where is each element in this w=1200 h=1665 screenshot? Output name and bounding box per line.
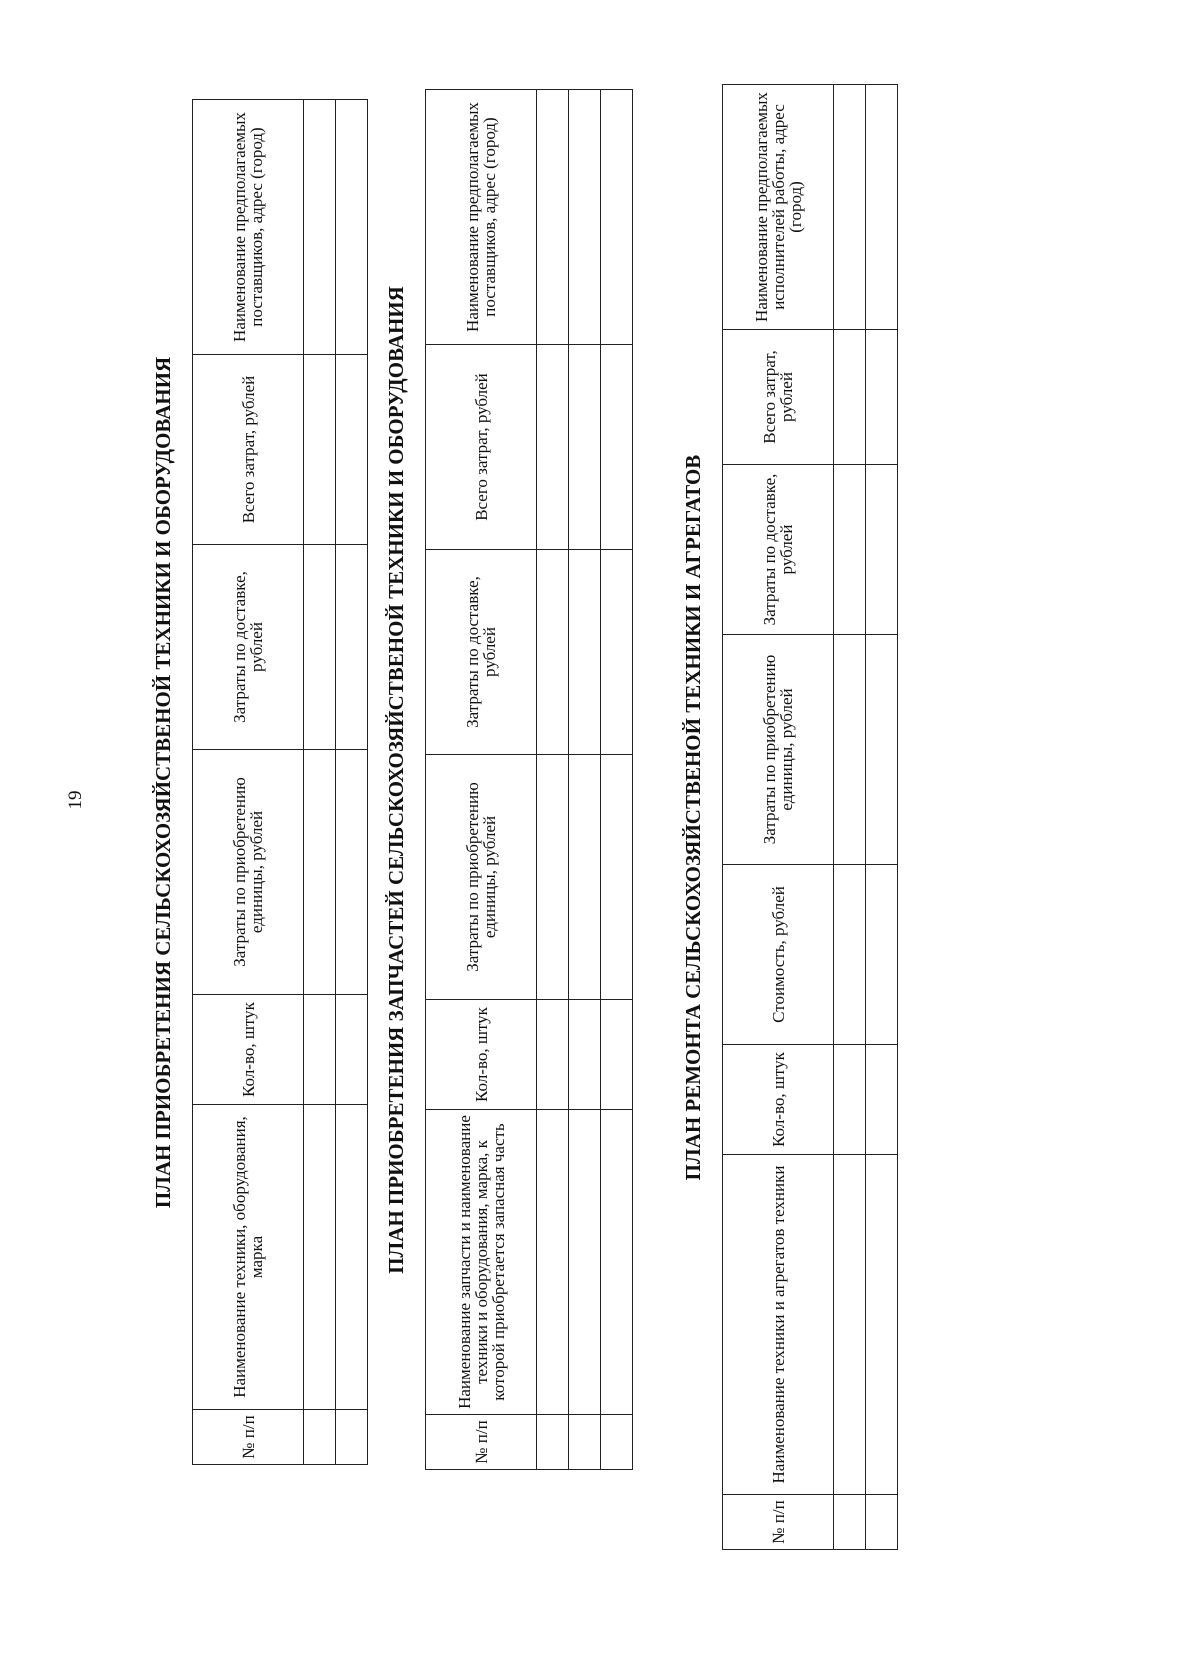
column-header: Затраты по приобретению единицы, рублей: [426, 755, 537, 1000]
column-header: Наименование техники, оборудования, марка: [193, 1105, 304, 1410]
column-header: Наименование предполагаемых поставщиков, адрес (город): [426, 90, 537, 345]
column-header: Всего затрат, рублей: [193, 355, 304, 545]
table-cell[interactable]: [537, 550, 569, 755]
column-header: Затраты по приобретению единицы, рублей: [193, 750, 304, 995]
table-cell[interactable]: [569, 1000, 601, 1110]
table-cell[interactable]: [834, 1155, 866, 1495]
table-cell[interactable]: [834, 330, 866, 465]
table-cell[interactable]: [537, 345, 569, 550]
table-cell[interactable]: [834, 1495, 866, 1550]
table-cell[interactable]: [537, 1110, 569, 1415]
table-cell[interactable]: [336, 995, 368, 1105]
table-cell[interactable]: [834, 865, 866, 1045]
table-cell[interactable]: [834, 465, 866, 635]
table-header-row: [193, 100, 304, 1465]
table-cell[interactable]: [304, 355, 336, 545]
table-cell[interactable]: [569, 1110, 601, 1415]
table-row: [336, 100, 368, 1465]
column-header: Наименование предполагаемых поставщиков, адрес (город): [193, 100, 304, 355]
table-row: [866, 85, 898, 1550]
table-cell[interactable]: [336, 355, 368, 545]
column-header: Затраты по приобретению единицы, рублей: [723, 635, 834, 865]
table-cell[interactable]: [336, 100, 368, 355]
table-row: [537, 90, 569, 1470]
equipment-purchase-table: [192, 99, 368, 1465]
table-cell[interactable]: [304, 1105, 336, 1410]
table-header-row: [426, 90, 537, 1470]
column-header: Кол-во, штук: [723, 1045, 834, 1155]
table-cell[interactable]: [336, 545, 368, 750]
column-header: Наименование запчасти и наименование техники и оборудования, марка, к которой приобретается запасная часть: [426, 1110, 537, 1415]
column-header: Затраты по доставке, рублей: [426, 550, 537, 755]
table-header-row: [723, 85, 834, 1550]
column-header: № п/п: [723, 1495, 834, 1550]
table-row: [601, 90, 633, 1470]
table-row: [834, 85, 866, 1550]
section-spare-parts-purchase: [383, 90, 633, 1470]
table-cell[interactable]: [569, 1415, 601, 1470]
table-cell[interactable]: [336, 750, 368, 995]
table-cell[interactable]: [537, 90, 569, 345]
table-cell[interactable]: [569, 345, 601, 550]
table-cell[interactable]: [569, 90, 601, 345]
column-header: № п/п: [193, 1410, 304, 1465]
table-cell[interactable]: [866, 1495, 898, 1550]
table-row: [304, 100, 336, 1465]
table-cell[interactable]: [866, 465, 898, 635]
column-header: Наименование предполагаемых исполнителей работы, адрес (город): [723, 85, 834, 330]
section-title: ПЛАН РЕМОНТА СЕЛЬСКОХОЗЯЙСТВЕНОЙ ТЕХНИКИ И АГРЕГАТОВ: [681, 454, 705, 1181]
column-header: Затраты по доставке, рублей: [193, 545, 304, 750]
column-header: Всего затрат, рублей: [426, 345, 537, 550]
table-cell[interactable]: [537, 755, 569, 1000]
table-cell[interactable]: [569, 550, 601, 755]
section-equipment-purchase: [150, 100, 368, 1465]
table-cell[interactable]: [304, 100, 336, 355]
column-header: Наименование техники и агрегатов техники: [723, 1155, 834, 1495]
table-cell[interactable]: [304, 545, 336, 750]
table-cell[interactable]: [304, 750, 336, 995]
table-cell[interactable]: [601, 345, 633, 550]
table-cell[interactable]: [866, 865, 898, 1045]
table-cell[interactable]: [601, 90, 633, 345]
table-cell[interactable]: [601, 1000, 633, 1110]
page-number: 19: [65, 790, 86, 810]
table-cell[interactable]: [569, 755, 601, 1000]
table-cell[interactable]: [336, 1105, 368, 1410]
table-cell[interactable]: [537, 1415, 569, 1470]
column-header: Затраты по доставке, рублей: [723, 465, 834, 635]
table-cell[interactable]: [866, 635, 898, 865]
table-cell[interactable]: [834, 1045, 866, 1155]
table-cell[interactable]: [601, 1110, 633, 1415]
table-cell[interactable]: [866, 1045, 898, 1155]
table-cell[interactable]: [834, 635, 866, 865]
table-cell[interactable]: [537, 1000, 569, 1110]
table-cell[interactable]: [601, 1415, 633, 1470]
table-cell[interactable]: [336, 1410, 368, 1465]
repair-plan-table: [722, 84, 898, 1550]
spare-parts-table: [425, 89, 633, 1470]
table-cell[interactable]: [304, 995, 336, 1105]
table-row: [569, 90, 601, 1470]
table-cell[interactable]: [866, 1155, 898, 1495]
section-title: ПЛАН ПРИОБРЕТЕНИЯ ЗАПЧАСТЕЙ СЕЛЬСКОХОЗЯЙСТВЕНОЙ ТЕХНИКИ И ОБОРУДОВАНИЯ: [384, 286, 408, 1274]
section-title: ПЛАН ПРИОБРЕТЕНИЯ СЕЛЬСКОХОЗЯЙСТВЕНОЙ ТЕХНИКИ И ОБОРУДОВАНИЯ: [151, 356, 175, 1209]
column-header: Всего затрат, рублей: [723, 330, 834, 465]
section-repair-plan: [680, 85, 898, 1550]
table-cell[interactable]: [866, 85, 898, 330]
table-cell[interactable]: [601, 755, 633, 1000]
column-header: Кол-во, штук: [426, 1000, 537, 1110]
table-cell[interactable]: [866, 330, 898, 465]
column-header: № п/п: [426, 1415, 537, 1470]
table-cell[interactable]: [601, 550, 633, 755]
table-cell[interactable]: [304, 1410, 336, 1465]
column-header: Стоимость, рублей: [723, 865, 834, 1045]
column-header: Кол-во, штук: [193, 995, 304, 1105]
table-cell[interactable]: [834, 85, 866, 330]
